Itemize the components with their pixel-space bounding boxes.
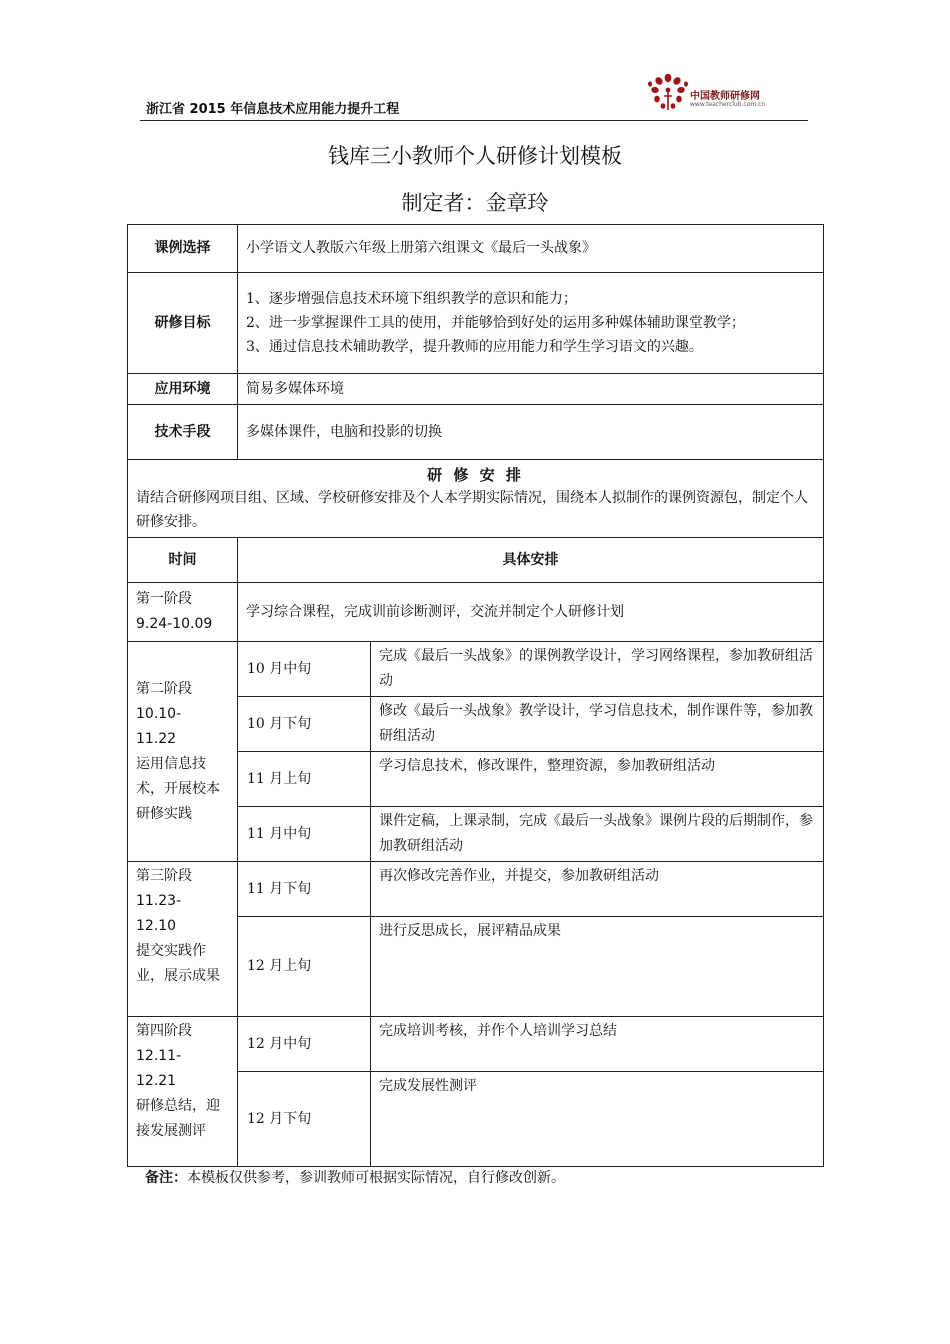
time-header: 时间	[128, 538, 238, 583]
stage-2-name: 第二阶段 10.10- 11.22 运用信息技术，开展校本研修实践	[128, 642, 238, 862]
footnote-label: 备注：	[145, 1170, 187, 1186]
goal-item: 1、逐步增强信息技术环境下组织教学的意识和能力；	[246, 291, 577, 307]
technique-value: 多媒体课件，电脑和投影的切换	[238, 405, 824, 460]
environment-value: 简易多媒体环境	[238, 374, 824, 405]
goal-item: 2、进一步掌握课件工具的使用，并能够恰到好处的运用多种媒体辅助课堂教学；	[246, 315, 745, 331]
task-cell: 完成发展性测评	[371, 1072, 824, 1167]
row-goals	[128, 273, 824, 374]
time-cell: 11 月中旬	[238, 807, 371, 862]
row-environment	[128, 374, 824, 405]
author-line: 制定者：金章玲	[401, 191, 549, 215]
task-cell: 修改《最后一头战象》教学设计，学习信息技术，制作课件等，参加教研组活动	[371, 697, 824, 752]
page-header	[140, 72, 808, 121]
time-cell: 10 月中旬	[238, 642, 371, 697]
schedule-header-row	[128, 538, 824, 583]
lesson-label: 课例选择	[128, 225, 238, 273]
task-cell: 进行反思成长，展评精品成果	[371, 917, 824, 1017]
arrangement-cell	[128, 460, 824, 538]
goal-item: 3、通过信息技术辅助教学，提升教师的应用能力和学生学习语文的兴趣。	[246, 339, 703, 355]
stage-3-name: 第三阶段 11.23- 12.10 提交实践作业，展示成果	[128, 862, 238, 1017]
teacherclub-logo	[646, 70, 786, 114]
time-cell: 12 月中旬	[238, 1017, 371, 1072]
row-lesson	[128, 225, 824, 273]
task-cell: 完成《最后一头战象》的课例教学设计，学习网络课程，参加教研组活动	[371, 642, 824, 697]
task-cell: 学习信息技术，修改课件，整理资源，参加教研组活动	[371, 752, 824, 807]
stage-4-name: 第四阶段 12.11- 12.21 研修总结，迎接发展测评	[128, 1017, 238, 1167]
goals-label: 研修目标	[128, 273, 238, 374]
row-technique	[128, 405, 824, 460]
environment-label: 应用环境	[128, 374, 238, 405]
detail-header: 具体安排	[238, 538, 824, 583]
time-cell: 10 月下旬	[238, 697, 371, 752]
plan-table	[127, 224, 824, 1167]
page-title: 钱库三小教师个人研修计划模板	[328, 144, 622, 168]
task-cell: 完成培训考核，并作个人培训学习总结	[371, 1017, 824, 1072]
time-cell: 12 月上旬	[238, 917, 371, 1017]
technique-label: 技术手段	[128, 405, 238, 460]
goals-value	[238, 273, 824, 374]
task-cell: 课件定稿，上课录制，完成《最后一头战象》课例片段的后期制作，参加教研组活动	[371, 807, 824, 862]
schedule-row	[128, 862, 824, 917]
logo-flower-icon	[646, 70, 690, 114]
time-cell: 12 月下旬	[238, 1072, 371, 1167]
time-cell: 11 月上旬	[238, 752, 371, 807]
schedule-row	[128, 1017, 824, 1072]
stage-1-row	[128, 583, 824, 642]
stage-1-name: 第一阶段 9.24-10.09	[128, 583, 238, 642]
arrangement-desc: 请结合研修网项目组、区域、学校研修安排及个人本学期实际情况，围绕本人拟制作的课例资源包，制定个人研修安排。	[136, 490, 808, 530]
stage-1-task: 学习综合课程，完成训前诊断测评，交流并制定个人研修计划	[238, 583, 824, 642]
project-name: 浙江省 2015 年信息技术应用能力提升工程	[146, 102, 400, 117]
row-arrangement	[128, 460, 824, 538]
logo-name: 中国教师研修网	[690, 91, 760, 102]
schedule-row	[128, 642, 824, 697]
footnote	[145, 1167, 565, 1187]
arrangement-title: 研 修 安 排	[427, 466, 524, 484]
logo-url: www.teacherclub.com.cn	[690, 101, 766, 108]
lesson-value: 小学语文人教版六年级上册第六组课文《最后一头战象》	[238, 225, 824, 273]
task-cell: 再次修改完善作业，并提交，参加教研组活动	[371, 862, 824, 917]
footnote-text: 本模板仅供参考，参训教师可根据实际情况，自行修改创新。	[187, 1170, 565, 1186]
time-cell: 11 月下旬	[238, 862, 371, 917]
